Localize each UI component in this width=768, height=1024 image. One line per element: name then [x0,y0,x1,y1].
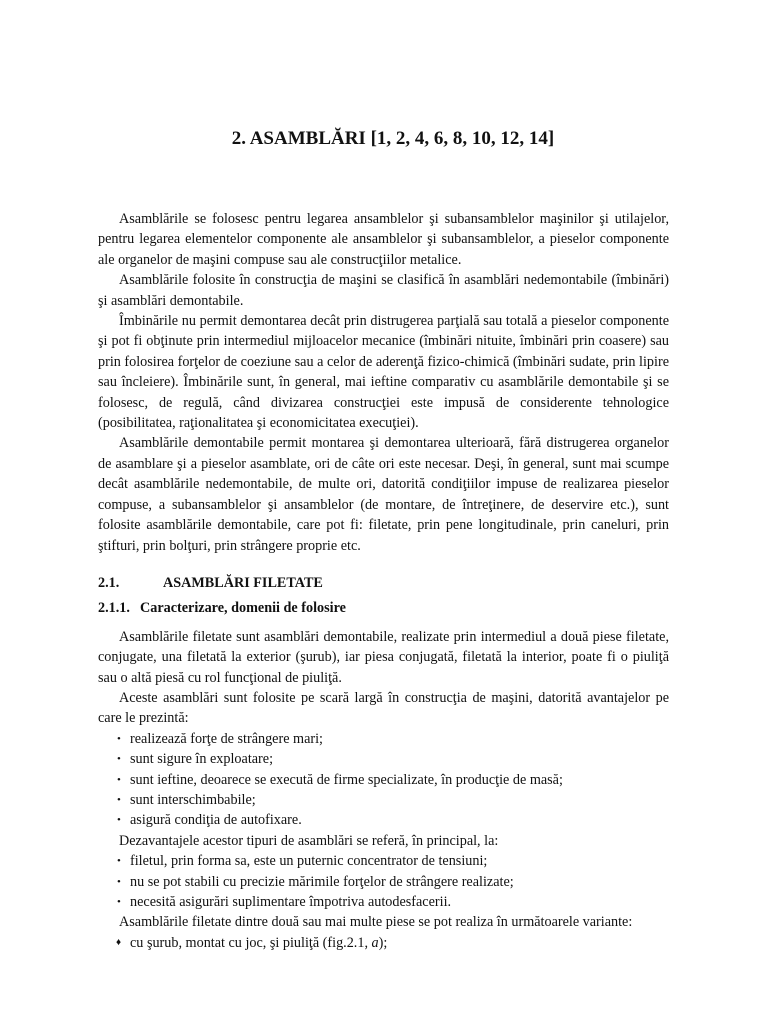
list-item: • realizează forţe de strângere mari; [130,729,669,749]
intro-paragraph: Îmbinările nu permit demontarea decât prin distrugerea parţială sau totală a pieselor componente şi pot fi obţinute prin intermediul mijloacelor mecanice (îmbinări nituite, îmbinări prin coasere) sau prin folosirea forţelor de coeziune sau a celor de aderenţă fizico-chimică (îmbinări sudate, prin lipire sau încleiere). Îmbinările sunt, în general, mai ieftine comparativ cu asamblările demontabile şi se folosesc, de regulă, când divizarea construcţiei este impusă de considerente tehnologice (posibilitatea, raţionalitatea şi economicitatea execuţiei). [98,313,669,432]
list-item: ♦ cu şurub, montat cu joc, şi piuliţă (fig.2.1, a); [130,933,669,953]
list-item: • sunt sigure în exploatare; [130,749,669,769]
bullet-icon: • [117,732,121,745]
intro-paragraph: Asamblările se folosesc pentru legarea ansamblelor şi subansamblelor maşinilor şi utilajelor, pentru legarea elementelor componente ale ansamblelor şi subansamblelor, a pieselor componente ale organelor de maşini compuse sau ale construcţiilor metalice. [98,211,669,268]
body-paragraph: Asamblările filetate dintre două sau mai multe piese se pot realiza în următoarele variante: [119,914,633,931]
bullet-icon: • [117,896,121,908]
chapter-title: 2. ASAMBLĂRI [1, 2, 4, 6, 8, 10, 12, 14] [231,128,555,149]
section-number: 2.1. [98,574,120,591]
list-item: • sunt ieftine, deoarece se execută de firme specializate, în producţie de masă; [130,770,669,790]
list-item: • sunt interschimbabile; [130,790,669,810]
list-item: • necesită asigurări suplimentare împotriva autodesfacerii. [130,892,669,912]
list-item: • nu se pot stabili cu precizie mărimile forţelor de strângere realizate; [130,872,669,892]
body-paragraph: Asamblările filetate sunt asamblări demontabile, realizate prin intermediul a două piese filetate, conjugate, una filetată la exterior (şurub), iar piesa conjugată, filetată la interior, poate fi o piuliţă sau o altă piesă cu rol funcţional de piuliţă. [98,628,669,686]
variants-list [98,933,669,953]
disadvantages-list [98,851,669,912]
subsection-heading [98,598,669,618]
bullet-icon: • [117,855,121,868]
section-heading [98,573,669,593]
advantages-list [98,729,669,831]
body-paragraph: Dezavantajele acestor tipuri de asamblări se referă, în principal, la: [119,832,499,849]
section-title: ASAMBLĂRI FILETATE [163,574,323,591]
list-item: • asigură condiţia de autofixare. [130,810,669,830]
bullet-icon: • [117,793,121,806]
diamond-bullet-icon: ♦ [116,936,122,948]
subsection-number: 2.1.1. [98,600,130,617]
document-body [98,209,669,953]
bullet-icon: • [117,875,121,888]
bullet-icon: • [117,753,121,766]
intro-paragraph: Asamblările folosite în construcţia de maşini se clasifică în asamblări nedemontabile (îmbinări) şi asamblări demontabile. [98,272,669,309]
bullet-icon: • [117,814,121,827]
body-paragraph: Aceste asamblări sunt folosite pe scară largă în construcţia de maşini, datorită avantajelor pe care le prezintă: [98,689,669,727]
list-item: • filetul, prin forma sa, este un puternic concentrator de tensiuni; [130,851,669,871]
figure-ref-italic: a [371,934,379,951]
bullet-icon: • [117,773,121,786]
intro-paragraph: Asamblările demontabile permit montarea şi demontarea ulterioară, fără distrugerea organelor de asamblare şi a pieselor asamblate, ori de câte ori este necesar. Deşi, în general, sunt mai scumpe decât asamblările nedemontabile, de multe ori, datorită condiţiilor impuse de realizarea pieselor compuse, a subansamblelor şi ansamblelor (de montare, de întreţinere, de deservire etc.), sunt folosite asamblările demontabile, care pot fi: filetate, prin pene longitudinale, prin caneluri, prin ştifturi, prin bolţuri, prin strângere proprie etc. [98,435,669,554]
subsection-title: Caracterizare, domenii de folosire [140,600,346,617]
